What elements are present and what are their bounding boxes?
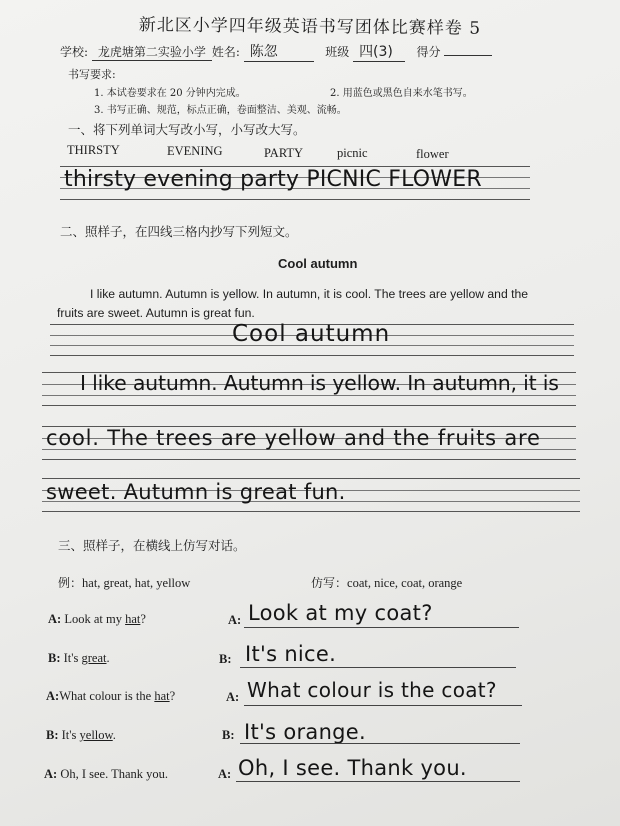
- answer-speaker-1: A:: [228, 613, 242, 627]
- passage-line-1: I like autumn. Autumn is yellow. In autumn, it is cool. The trees are yellow and the: [90, 287, 529, 301]
- requirements-title: 书写要求:: [68, 68, 116, 81]
- copy-line-4: [42, 478, 580, 512]
- student-info-row: [60, 41, 492, 62]
- answer-speaker-2: B:: [219, 652, 232, 666]
- name-field[interactable]: 陈忽: [244, 41, 314, 62]
- sample-line-5: A: Oh, I see. Thank you.: [44, 767, 169, 781]
- word-2: EVENING: [167, 144, 223, 158]
- class-field[interactable]: 四(3): [353, 41, 405, 62]
- requirement-3: 3. 书写正确、规范，标点正确，卷面整洁、美观、流畅。: [94, 105, 347, 116]
- sample-line-3: A:What colour is the hat?: [46, 689, 176, 703]
- answer-underline-1: [244, 627, 519, 628]
- copy-line-2: [42, 372, 576, 406]
- score-field[interactable]: [444, 55, 492, 56]
- requirement-2: 2. 用蓝色或黑色自来水笔书写。: [330, 88, 473, 99]
- imitate-label: 仿写：: [311, 576, 348, 590]
- class-label: 班级: [325, 45, 350, 59]
- answer-text-1[interactable]: Look at my coat?: [248, 601, 433, 625]
- sample-line-2: B: It's great.: [48, 651, 110, 665]
- page-title: 新北区小学四年级英语书写团体比赛样卷 5: [138, 15, 482, 39]
- copy-text-4[interactable]: sweet. Autumn is great fun.: [46, 480, 346, 504]
- answer-text-3[interactable]: What colour is the coat?: [247, 678, 497, 702]
- imitate-row: [311, 574, 462, 591]
- sample-line-1: A: Look at my hat?: [48, 612, 146, 626]
- copy-text-1[interactable]: Cool autumn: [232, 321, 391, 347]
- section3-heading: 三、照样子，在横线上仿写对话。: [58, 538, 246, 553]
- copy-line-1: [50, 321, 574, 356]
- section1-answer[interactable]: thirsty evening party PICNIC FLOWER: [64, 167, 482, 192]
- score-label: 得分: [416, 45, 441, 59]
- answer-speaker-4: B:: [222, 728, 235, 742]
- answer-underline-4: [240, 743, 520, 744]
- passage-line-2: fruits are sweet. Autumn is great fun.: [57, 306, 255, 320]
- section2-heading: 二、照样子，在四线三格内抄写下列短文。: [60, 224, 298, 239]
- answer-speaker-3: A:: [226, 690, 240, 704]
- school-label: 学校:: [60, 45, 89, 59]
- copy-text-2[interactable]: I like autumn. Autumn is yellow. In autumn, it is: [80, 371, 559, 395]
- sample-line-4: B: It's yellow.: [46, 728, 116, 742]
- example-words: hat, great, hat, yellow: [82, 576, 191, 590]
- word-1: THIRSTY: [67, 143, 120, 157]
- answer-text-5[interactable]: Oh, I see. Thank you.: [238, 756, 467, 780]
- word-4: picnic: [337, 146, 368, 160]
- answer-underline-2: [240, 667, 516, 668]
- passage-title: Cool autumn: [278, 256, 358, 271]
- answer-speaker-5: A:: [218, 767, 232, 781]
- school-field[interactable]: 龙虎塘第二实验小学: [92, 43, 212, 61]
- copy-line-3: [42, 426, 576, 460]
- section1-heading: 一、将下列单词大写改小写，小写改大写。: [68, 122, 306, 137]
- requirement-1: 1. 本试卷要求在 20 分钟内完成。: [94, 88, 246, 99]
- answer-text-4[interactable]: It's orange.: [244, 720, 367, 744]
- answer-underline-5: [236, 781, 520, 782]
- word-3: PARTY: [264, 146, 304, 160]
- section1-answer-lines: [60, 166, 530, 200]
- word-5: flower: [416, 147, 449, 161]
- answer-underline-3: [244, 705, 522, 706]
- copy-text-3[interactable]: cool. The trees are yellow and the fruits are: [46, 426, 541, 450]
- answer-text-2[interactable]: It's nice.: [245, 642, 337, 666]
- example-row: [58, 574, 190, 591]
- name-label: 姓名:: [211, 45, 240, 59]
- imitate-words: coat, nice, coat, orange: [347, 576, 463, 590]
- example-label: 例：: [58, 576, 83, 590]
